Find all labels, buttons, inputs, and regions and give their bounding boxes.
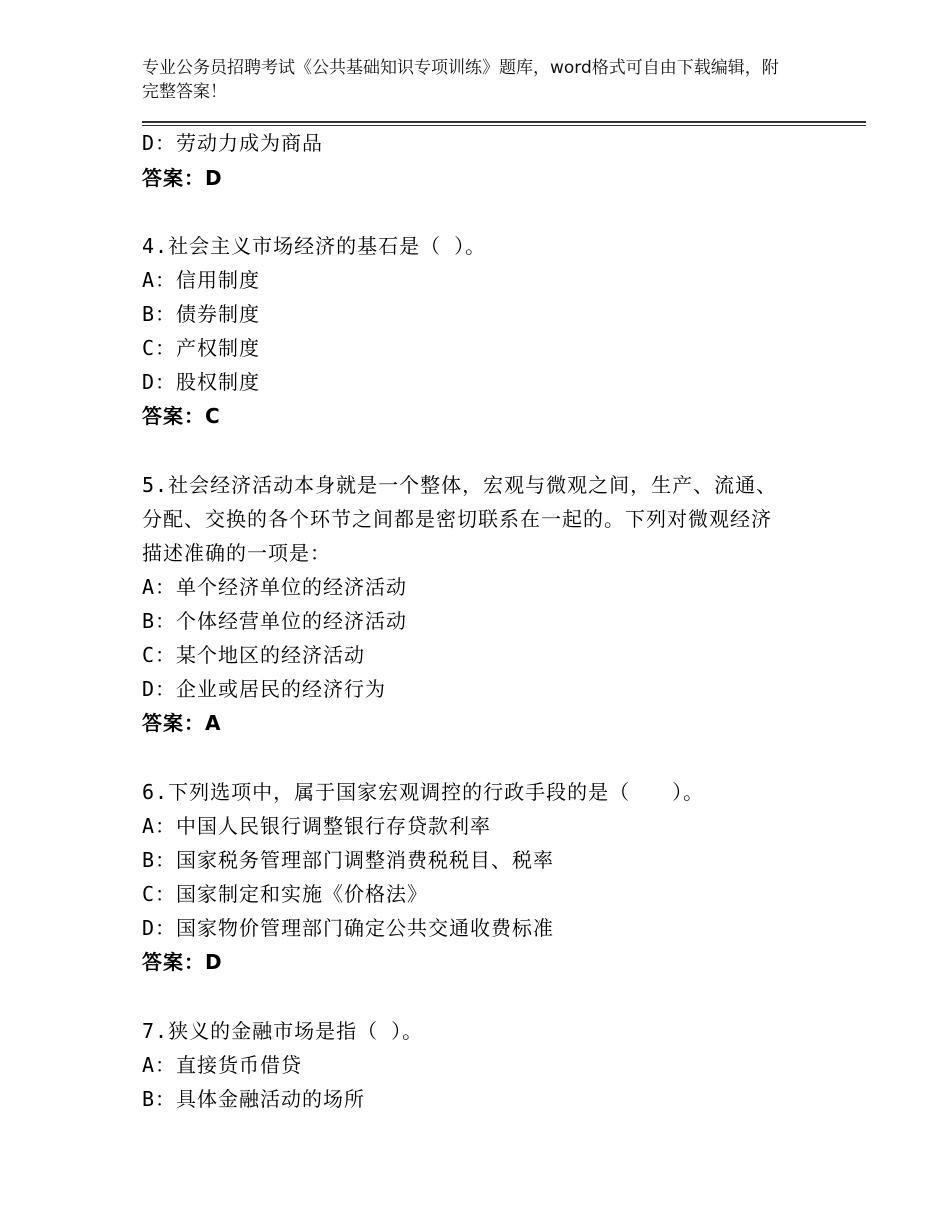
option-line: A：直接货币借贷 [142, 1053, 303, 1077]
option-line: C：产权制度 [142, 336, 261, 360]
question-line: 描述准确的一项是： [142, 541, 331, 565]
question-line: 4.社会主义市场经济的基石是（ ）。 [142, 234, 487, 258]
option-line: D：劳动力成为商品 [142, 131, 324, 155]
answer-line: 答案：C [142, 404, 221, 428]
question-line: 7.狭义的金融市场是指（ ）。 [142, 1019, 424, 1043]
question-line: 6.下列选项中，属于国家宏观调控的行政手段的是（ ）。 [142, 780, 705, 804]
option-line: D：股权制度 [142, 370, 261, 394]
option-line: D：国家物价管理部门确定公共交通收费标准 [142, 916, 555, 940]
header-rule-thick [142, 121, 866, 123]
answer-line: 答案：D [142, 166, 223, 190]
option-line: A：单个经济单位的经济活动 [142, 575, 408, 599]
header-rule-thin [142, 125, 866, 126]
option-line: A：中国人民银行调整银行存贷款利率 [142, 814, 492, 838]
option-line: B：债券制度 [142, 302, 261, 326]
answer-line: 答案：D [142, 950, 223, 974]
option-line: C：某个地区的经济活动 [142, 643, 366, 667]
option-line: B：国家税务管理部门调整消费税税目、税率 [142, 848, 555, 872]
question-line: 分配、交换的各个环节之间都是密切联系在一起的。下列对微观经济 [142, 507, 772, 531]
question-line: 5.社会经济活动本身就是一个整体，宏观与微观之间，生产、流通、 [142, 473, 778, 497]
option-line: D：企业或居民的经济行为 [142, 677, 387, 701]
answer-line: 答案：A [142, 711, 222, 735]
option-line: B：个体经营单位的经济活动 [142, 609, 408, 633]
option-line: A：信用制度 [142, 268, 261, 292]
option-line: C：国家制定和实施《价格法》 [142, 882, 429, 906]
option-line: B：具体金融活动的场所 [142, 1087, 366, 1111]
page-header: 专业公务员招聘考试《公共基础知识专项训练》题库，word格式可自由下载编辑，附完整答案！ [142, 58, 779, 102]
